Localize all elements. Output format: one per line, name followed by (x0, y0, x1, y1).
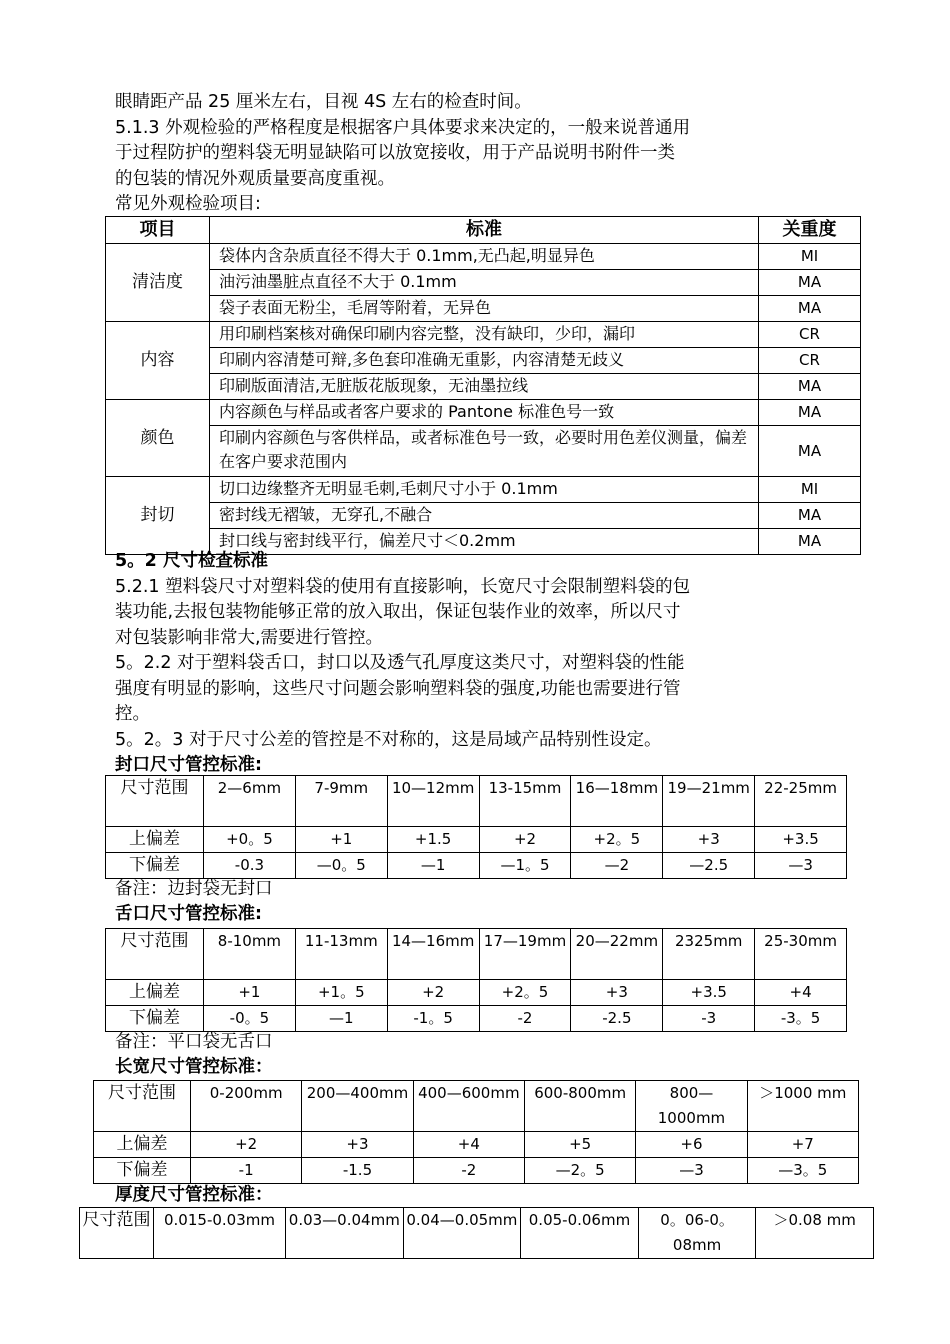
standard-cell: 内容颜色与样品或者客户要求的 Pantone 标准色号一致 (210, 399, 759, 425)
category-cell: 内容 (106, 321, 210, 399)
range-cell: 14—16mm (387, 929, 479, 980)
table-row (106, 347, 861, 373)
category-cell: 颜色 (106, 399, 210, 476)
inspection-table (105, 216, 861, 555)
paragraph-line: 5.2.1 塑料袋尺寸对塑料袋的使用有直接影响，长宽尺寸会限制塑料袋的包 (115, 576, 691, 597)
range-cell: 200—400mm (302, 1081, 413, 1132)
level-cell: MI (759, 243, 861, 269)
value-cell: +7 (747, 1132, 858, 1158)
table-row (106, 373, 861, 399)
level-cell: CR (759, 321, 861, 347)
standard-cell: 印刷内容颜色与客供样品，或者标准色号一致，必要时用色差仪测量，偏差在客户要求范围内 (210, 425, 759, 476)
section-52 (115, 549, 845, 779)
value-cell: -1.5 (302, 1158, 413, 1184)
seal-note: 备注：边封袋无封口 (115, 879, 273, 899)
range-cell: 8-10mm (204, 929, 296, 980)
range-cell: 0.05-0.06mm (521, 1208, 639, 1259)
value-cell: -3 (663, 1006, 755, 1032)
category-cell: 清洁度 (106, 243, 210, 321)
intro-line: 于过程防护的塑料袋无明显缺陷可以放宽接收，用于产品说明书附件一类 (115, 143, 675, 163)
level-cell: MA (759, 269, 861, 295)
value-cell: +6 (636, 1132, 747, 1158)
standard-cell: 袋子表面无粉尘，毛屑等附着，无异色 (210, 295, 759, 321)
range-cell: 25-30mm (755, 929, 847, 980)
table-row (106, 243, 861, 269)
value-cell: +1。5 (295, 980, 387, 1006)
level-cell: MI (759, 476, 861, 502)
value-cell: -2 (479, 1006, 571, 1032)
length-width-table (93, 1080, 859, 1184)
value-cell: +1 (295, 827, 387, 853)
range-cell: 0.015-0.03mm (154, 1208, 286, 1259)
row-label: 尺寸范围 (106, 929, 204, 980)
value-cell: +3.5 (663, 980, 755, 1006)
level-cell: MA (759, 373, 861, 399)
range-cell: 600-800mm (524, 1081, 635, 1132)
standard-cell: 密封线无褶皱，无穿孔,不融合 (210, 502, 759, 528)
value-cell: -3。5 (755, 1006, 847, 1032)
category-cell: 封切 (106, 476, 210, 554)
paragraph-line: 5。2.2 对于塑料袋舌口，封口以及透气孔厚度这类尺寸，对塑料袋的性能 (115, 653, 685, 673)
tongue-note: 备注：平口袋无舌口 (115, 1032, 273, 1052)
level-cell: MA (759, 425, 861, 476)
tongue-size-table (105, 928, 847, 1032)
value-cell: -2.5 (571, 1006, 663, 1032)
table-row (80, 1208, 874, 1259)
standard-cell: 印刷版面清洁,无脏版花版现象，无油墨拉线 (210, 373, 759, 399)
lw-table-title: 长宽尺寸管控标准： (115, 1057, 273, 1077)
value-cell: +2 (191, 1132, 302, 1158)
range-cell: 800—1000mm (636, 1081, 747, 1132)
section-title: 5。2 尺寸检查标准 (115, 551, 268, 571)
range-cell: ＞0.08 mm (756, 1208, 874, 1259)
table-row (106, 295, 861, 321)
value-cell: —2.5 (663, 853, 755, 879)
row-label: 尺寸范围 (106, 776, 204, 827)
row-label: 上偏差 (106, 980, 204, 1006)
value-cell: +3.5 (755, 827, 847, 853)
row-label: 下偏差 (94, 1158, 191, 1184)
range-cell: 22-25mm (755, 776, 847, 827)
table-row (106, 827, 847, 853)
row-label: 上偏差 (106, 827, 204, 853)
intro-line: 眼睛距产品 25 厘米左右，目视 4S 左右的检查时间。 (115, 92, 532, 112)
table-row (106, 321, 861, 347)
row-label: 尺寸范围 (94, 1081, 191, 1132)
value-cell: +4 (755, 980, 847, 1006)
standard-cell: 袋体内含杂质直径不得大于 0.1mm,无凸起,明显异色 (210, 243, 759, 269)
row-label: 下偏差 (106, 853, 204, 879)
value-cell: —3 (755, 853, 847, 879)
value-cell: -1 (191, 1158, 302, 1184)
range-cell: 0-200mm (191, 1081, 302, 1132)
intro-text (115, 90, 845, 218)
value-cell: +2 (479, 827, 571, 853)
range-cell: 19—21mm (663, 776, 755, 827)
value-cell: —2 (571, 853, 663, 879)
range-cell: 16—18mm (571, 776, 663, 827)
range-cell: 11-13mm (295, 929, 387, 980)
value-cell: —3 (636, 1158, 747, 1184)
standard-cell: 印刷内容清楚可辩,多色套印准确无重影，内容清楚无歧义 (210, 347, 759, 373)
table-row (106, 502, 861, 528)
standard-cell: 用印刷档案核对确保印刷内容完整，没有缺印，少印，漏印 (210, 321, 759, 347)
paragraph-line: 装功能,去报包装物能够正常的放入取出，保证包装作业的效率，所以尺寸 (115, 602, 681, 622)
table-row (106, 399, 861, 425)
range-cell: 13-15mm (479, 776, 571, 827)
level-cell: MA (759, 399, 861, 425)
level-cell: MA (759, 502, 861, 528)
range-cell: 0.03—0.04mm (286, 1208, 404, 1259)
range-cell: 400—600mm (413, 1081, 524, 1132)
value-cell: +1 (204, 980, 296, 1006)
thick-table-title: 厚度尺寸管控标准： (115, 1185, 273, 1205)
value-cell: +1.5 (387, 827, 479, 853)
row-label: 下偏差 (106, 1006, 204, 1032)
value-cell: -0。5 (204, 1006, 296, 1032)
paragraph-line: 5。2。3 对于尺寸公差的管控是不对称的，这是局域产品特别性设定。 (115, 729, 662, 750)
range-cell: 2—6mm (204, 776, 296, 827)
seal-size-table (105, 775, 847, 879)
level-cell: CR (759, 347, 861, 373)
value-cell: +2。5 (479, 980, 571, 1006)
range-cell: 7-9mm (295, 776, 387, 827)
standard-cell: 油污油墨脏点直径不大于 0.1mm (210, 269, 759, 295)
table-row (106, 929, 847, 980)
value-cell: +3 (571, 980, 663, 1006)
standard-cell: 封口线与密封线平行，偏差尺寸＜0.2mm (210, 528, 759, 554)
seal-table-title: 封口尺寸管控标准: (115, 755, 262, 775)
table-row (106, 776, 847, 827)
table-row (106, 476, 861, 502)
value-cell: —0。5 (295, 853, 387, 879)
range-cell: 2325mm (663, 929, 755, 980)
value-cell: -0.3 (204, 853, 296, 879)
header-standard: 标准 (210, 217, 759, 244)
table-row (106, 1006, 847, 1032)
header-item: 项目 (106, 217, 210, 244)
value-cell: —1 (295, 1006, 387, 1032)
paragraph-line: 强度有明显的影响，这些尺寸问题会影响塑料袋的强度,功能也需要进行管 (115, 678, 681, 699)
value-cell: —1。5 (479, 853, 571, 879)
value-cell: —2。5 (524, 1158, 635, 1184)
table-row (106, 853, 847, 879)
level-cell: MA (759, 295, 861, 321)
table-row (106, 269, 861, 295)
intro-line: 5.1.3 外观检验的严格程度是根据客户具体要求来决定的，一般来说普通用 (115, 117, 691, 138)
value-cell: —1 (387, 853, 479, 879)
range-cell: 0。06-0。08mm (638, 1208, 756, 1259)
table-row (94, 1132, 859, 1158)
table-row (106, 425, 861, 476)
value-cell: +0。5 (204, 827, 296, 853)
table-row (106, 980, 847, 1006)
value-cell: +2 (387, 980, 479, 1006)
range-cell: 20—22mm (571, 929, 663, 980)
thickness-table (79, 1207, 874, 1259)
header-level: 关重度 (759, 217, 861, 244)
range-cell: 10—12mm (387, 776, 479, 827)
table-header-row (106, 217, 861, 244)
value-cell: +3 (302, 1132, 413, 1158)
range-cell: 0.04—0.05mm (403, 1208, 521, 1259)
range-cell: 17—19mm (479, 929, 571, 980)
tongue-table-title: 舌口尺寸管控标准: (115, 904, 262, 924)
value-cell: +4 (413, 1132, 524, 1158)
range-cell: ＞1000 mm (747, 1081, 858, 1132)
value-cell: +3 (663, 827, 755, 853)
paragraph-line: 控。 (115, 704, 150, 724)
table-row (94, 1081, 859, 1132)
value-cell: -2 (413, 1158, 524, 1184)
paragraph-line: 对包装影响非常大,需要进行管控。 (115, 627, 384, 648)
standard-cell: 切口边缘整齐无明显毛刺,毛刺尺寸小于 0.1mm (210, 476, 759, 502)
row-label: 尺寸范围 (80, 1208, 154, 1259)
table-row (94, 1158, 859, 1184)
intro-line: 的包装的情况外观质量要高度重视。 (115, 168, 395, 189)
value-cell: -1。5 (387, 1006, 479, 1032)
row-label: 上偏差 (94, 1132, 191, 1158)
value-cell: +2。5 (571, 827, 663, 853)
level-cell: MA (759, 528, 861, 554)
value-cell: +5 (524, 1132, 635, 1158)
value-cell: —3。5 (747, 1158, 858, 1184)
intro-line: 常见外观检验项目: (115, 194, 261, 214)
